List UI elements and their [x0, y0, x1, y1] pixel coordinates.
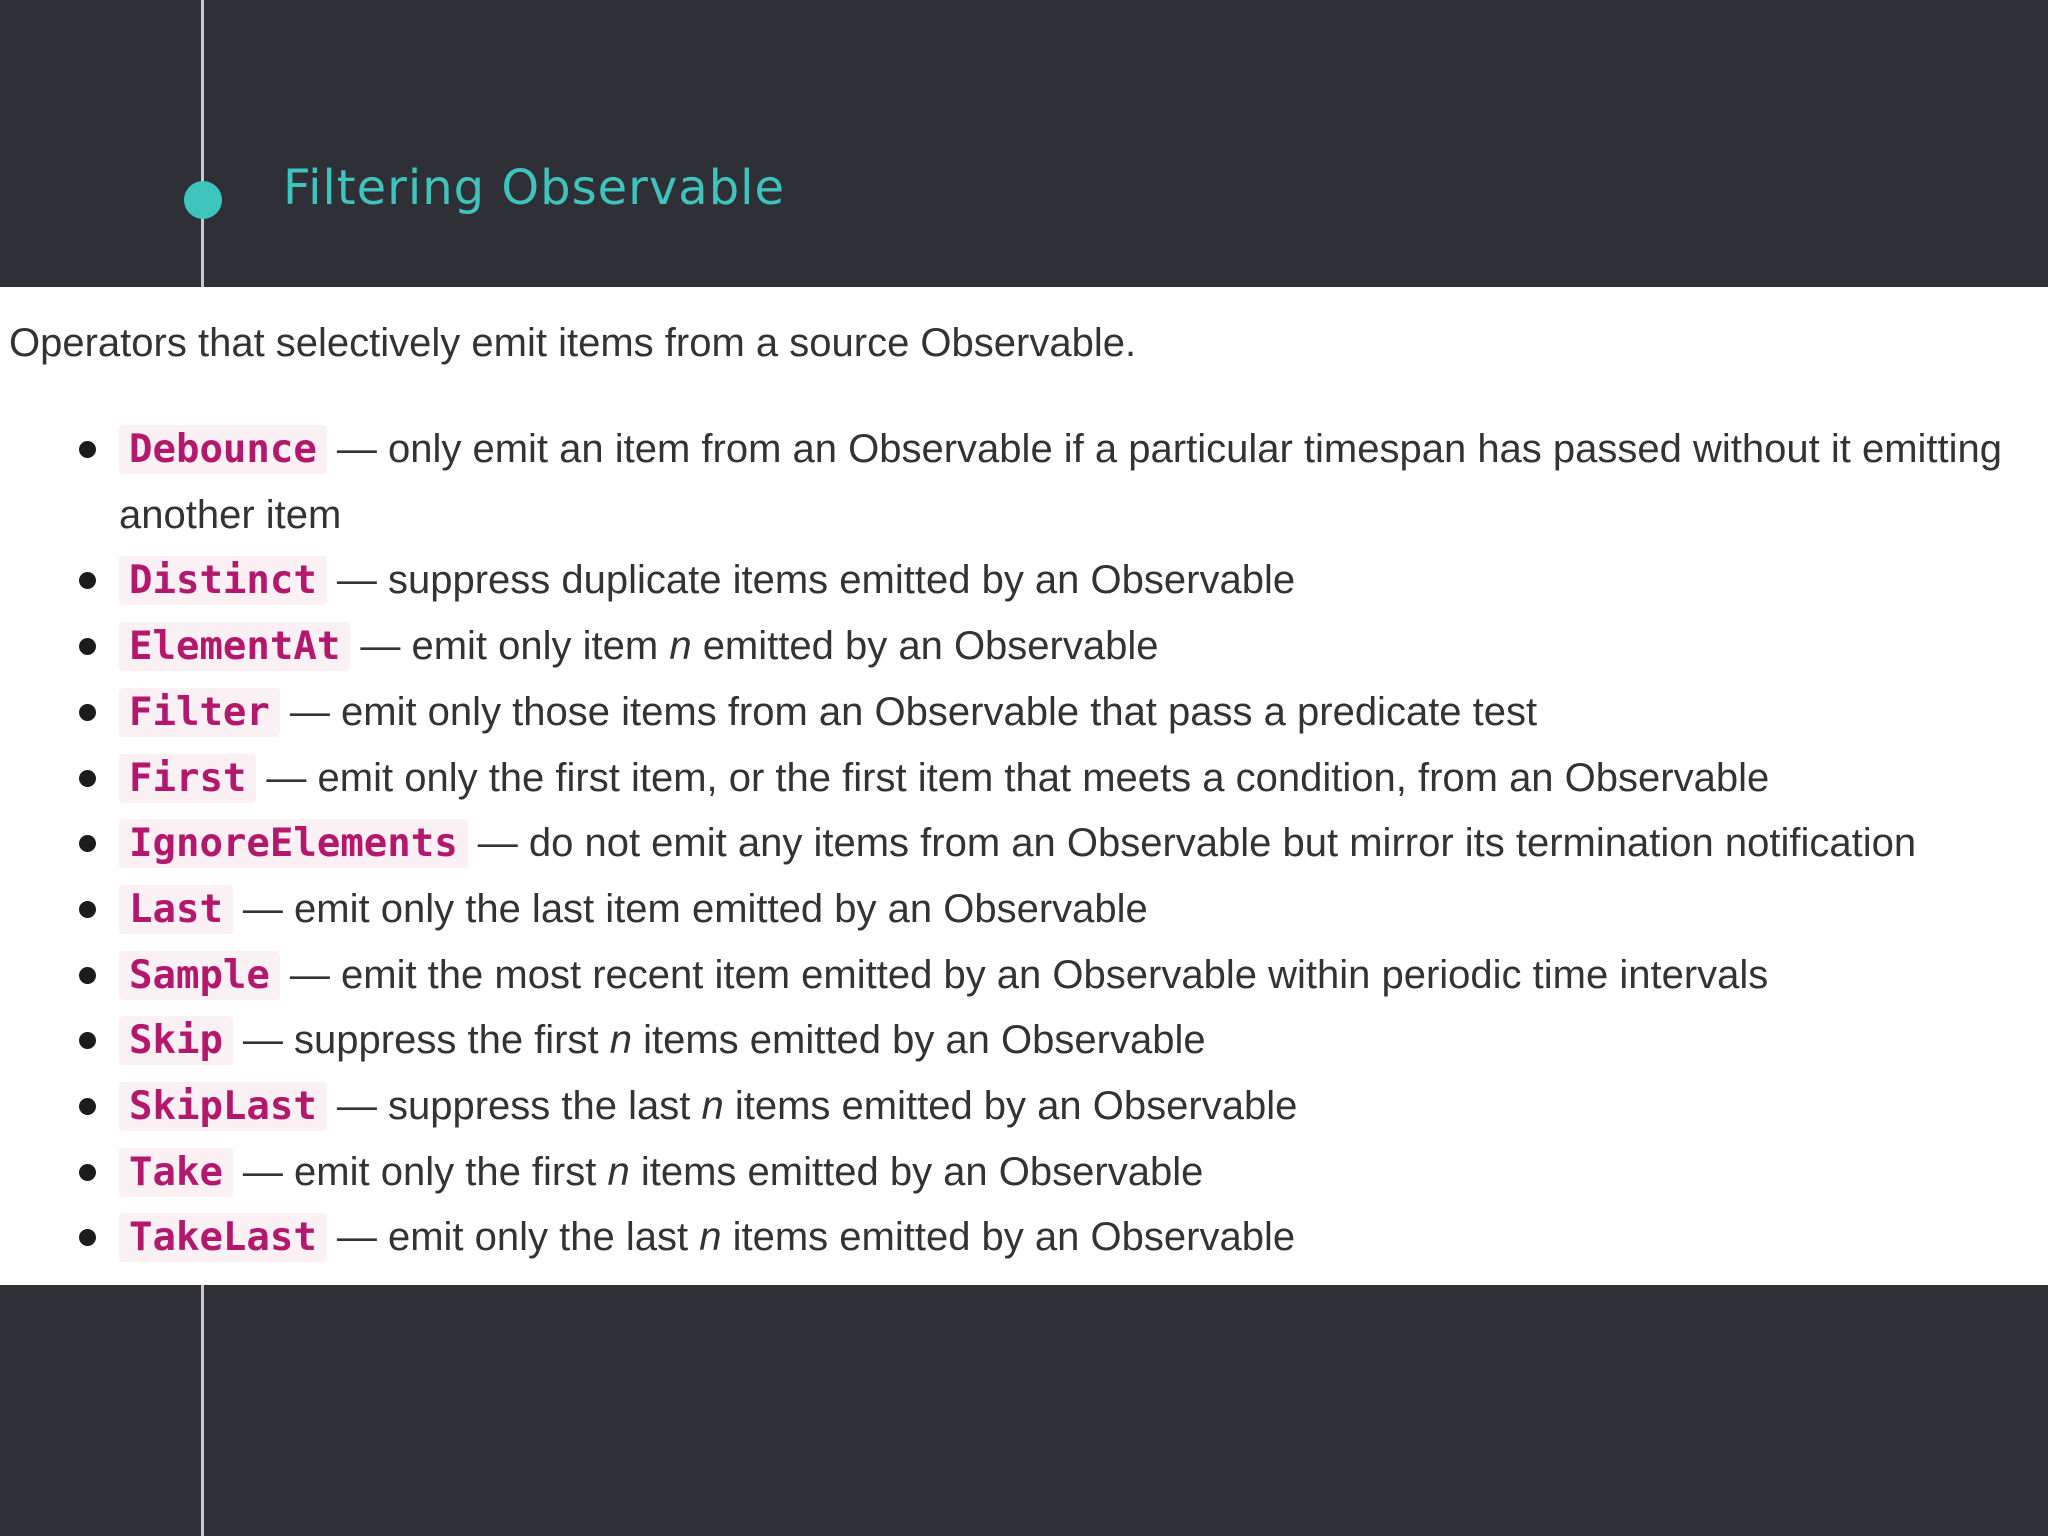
- operator-description: [350, 624, 1158, 668]
- operator-item: [0, 680, 2048, 746]
- operator-item: [0, 614, 2048, 680]
- operator-description-text: items emitted by an Observable: [643, 1018, 1206, 1063]
- operator-name: TakeLast: [119, 1213, 327, 1262]
- operator-description: [327, 1215, 1295, 1259]
- operator-description: [233, 1150, 1203, 1194]
- operator-description: [327, 558, 1295, 602]
- operator-description-text: — emit only the first: [242, 1149, 597, 1194]
- bullet-icon: [79, 572, 96, 589]
- bullet-icon: [79, 1098, 96, 1115]
- operator-description: [468, 821, 1916, 865]
- operator-item: [0, 1140, 2048, 1206]
- operator-description-text: — emit only the first item, or the first item that meets a condition, from an Observable: [266, 755, 1770, 800]
- operator-description-text: — emit only item: [360, 624, 659, 669]
- bullet-icon: [79, 770, 96, 787]
- operator-name: IgnoreElements: [119, 819, 468, 868]
- operator-description-text: emitted by an Observable: [702, 624, 1159, 669]
- operator-name: ElementAt: [119, 622, 350, 671]
- slide-title: Filtering Observable: [283, 160, 786, 216]
- operator-description-text: — suppress duplicate items emitted by an Observable: [336, 558, 1296, 603]
- operator-description-variable: n: [699, 1215, 722, 1260]
- operator-list: [0, 417, 2048, 1271]
- operator-description: [256, 756, 1769, 800]
- operator-name: Filter: [119, 688, 280, 737]
- operator-description: [327, 1084, 1297, 1128]
- operator-name: Distinct: [119, 556, 327, 605]
- operator-description-variable: n: [607, 1149, 630, 1194]
- bullet-icon: [79, 1032, 96, 1049]
- operator-description-variable: n: [669, 624, 692, 669]
- bullet-icon: [79, 967, 96, 984]
- bullet-icon: [79, 638, 96, 655]
- operator-name: Last: [119, 885, 233, 934]
- operator-item: [0, 1074, 2048, 1140]
- operator-name: Debounce: [119, 425, 327, 474]
- operator-item: [0, 417, 2048, 548]
- operator-description-text: — emit only the last: [336, 1215, 689, 1260]
- operator-description: [233, 1018, 1206, 1062]
- content-panel: [0, 287, 2048, 1285]
- bullet-icon: [79, 704, 96, 721]
- operator-description-text: — emit only those items from an Observable that pass a predicate test: [289, 689, 1538, 734]
- operator-description: [280, 953, 1768, 997]
- operator-name: First: [119, 754, 256, 803]
- operator-item: [0, 943, 2048, 1009]
- operator-description: [119, 427, 2002, 537]
- operator-name: Skip: [119, 1016, 233, 1065]
- operator-item: [0, 1008, 2048, 1074]
- operator-description-text: items emitted by an Observable: [640, 1149, 1204, 1194]
- bullet-icon: [79, 901, 96, 918]
- operator-description-text: — suppress the last: [336, 1084, 691, 1129]
- operator-description-text: — emit only the last item emitted by an Observable: [242, 886, 1148, 931]
- operator-description-variable: n: [701, 1084, 724, 1129]
- operator-name: SkipLast: [119, 1082, 327, 1131]
- bullet-icon: [79, 441, 96, 458]
- operator-description-text: items emitted by an Observable: [734, 1084, 1298, 1129]
- operator-name: Take: [119, 1148, 233, 1197]
- bullet-icon: [79, 1164, 96, 1181]
- operator-item: [0, 548, 2048, 614]
- timeline-dot: [184, 181, 222, 219]
- operator-item: [0, 811, 2048, 877]
- operator-description: [233, 887, 1148, 931]
- operator-description-variable: n: [609, 1018, 632, 1063]
- operator-name: Sample: [119, 951, 280, 1000]
- operator-description-text: items emitted by an Observable: [732, 1215, 1296, 1260]
- bullet-icon: [79, 835, 96, 852]
- intro-text: Operators that selectively emit items from a source Observable.: [9, 321, 1137, 365]
- operator-item: [0, 877, 2048, 943]
- operator-item: [0, 746, 2048, 812]
- operator-item: [0, 1205, 2048, 1271]
- bullet-icon: [79, 1229, 96, 1246]
- operator-description-text: — do not emit any items from an Observable but mirror its termination notification: [477, 821, 1917, 866]
- operator-description-text: — only emit an item from an Observable if a particular timespan has passed without it emitting another item: [119, 427, 2003, 537]
- operator-description-text: — suppress the first: [242, 1018, 599, 1063]
- operator-description-text: — emit the most recent item emitted by an Observable within periodic time intervals: [289, 952, 1769, 997]
- operator-description: [280, 690, 1537, 734]
